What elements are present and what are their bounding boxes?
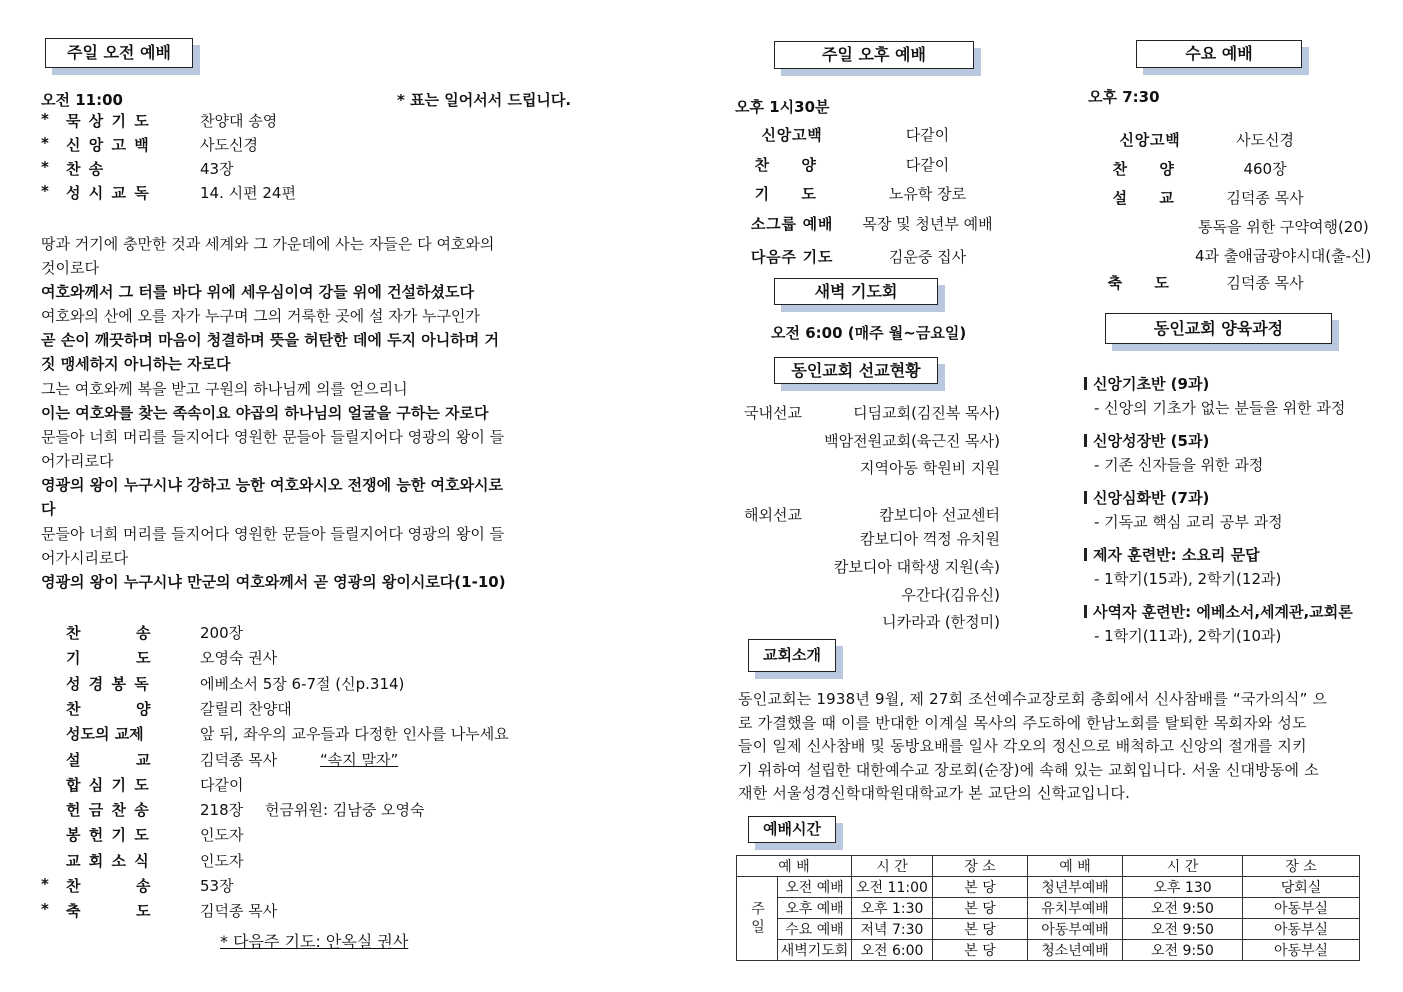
psalm-line: 것이로다 bbox=[41, 259, 99, 277]
psalm-line: 여호와의 산에 오를 자가 누구며 그의 거룩한 곳에 설 자가 누구인가 bbox=[41, 307, 480, 325]
schedule-cell: 오전 9:50 bbox=[1123, 940, 1243, 961]
schedule-table bbox=[736, 855, 1360, 961]
order-value: 갈릴리 찬양대 bbox=[200, 699, 292, 718]
schedule-cell: 저녁 7:30 bbox=[852, 919, 933, 940]
training-course-name: 제자 훈련반: 소요리 문답 bbox=[1093, 546, 1260, 564]
training-course bbox=[1084, 430, 1209, 451]
schedule-cell: 당회실 bbox=[1243, 877, 1360, 898]
order-label: 기도 bbox=[66, 649, 206, 668]
afternoon-value: 김운중 집사 bbox=[888, 248, 967, 266]
training-course-name: 신앙심화반 (7과) bbox=[1093, 489, 1210, 507]
order-value: 앞 뒤, 좌우의 교우들과 다정한 인사를 나누세요 bbox=[200, 725, 509, 744]
schedule-cell: 오후 예배 bbox=[778, 898, 852, 919]
order-value: 김덕종 목사 bbox=[200, 902, 278, 921]
schedule-header-cell: 장 소 bbox=[1243, 856, 1360, 877]
afternoon-value: 다같이 bbox=[905, 126, 950, 144]
training-course bbox=[1084, 601, 1353, 622]
afternoon-service-title: 주일 오후 예배 bbox=[774, 41, 974, 69]
schedule-row bbox=[737, 940, 1360, 961]
schedule-cell: 본 당 bbox=[933, 877, 1028, 898]
training-course bbox=[1084, 487, 1209, 508]
psalm-line: 여호와께서 그 터를 바다 위에 세우심이여 강들 위에 건설하셨도다 bbox=[41, 283, 475, 301]
sermon-line: 4과 출애굽광야시대(출-신) bbox=[1195, 247, 1372, 265]
church-intro-title: 교회소개 bbox=[748, 639, 836, 672]
next-week-prayer: * 다음주 기도: 안옥실 권사 bbox=[220, 932, 409, 951]
wednesday-value: 사도신경 bbox=[1236, 131, 1294, 149]
psalm-line: 짓 맹세하지 아니하는 자로다 bbox=[41, 355, 231, 373]
order-value: 200장 bbox=[200, 624, 244, 642]
overseas-mission-item: 우간다(김유신) bbox=[901, 586, 1000, 604]
schedule-header-row bbox=[737, 856, 1360, 877]
order-label: 합심기도 bbox=[66, 775, 157, 794]
schedule-cell: 본 당 bbox=[933, 940, 1028, 961]
benediction-label: 축 도 bbox=[1107, 274, 1183, 292]
wednesday-value: 김덕종 목사 bbox=[1226, 189, 1304, 207]
schedule-cell: 오전 9:50 bbox=[1123, 898, 1243, 919]
course-bullet bbox=[1084, 377, 1087, 390]
training-title: 동인교회 양육과정 bbox=[1105, 313, 1332, 344]
afternoon-label: 다음주 기도 bbox=[750, 248, 834, 266]
dawn-time: 오전 6:00 (매주 월~금요일) bbox=[771, 324, 967, 342]
domestic-mission-item: 백암전원교회(육근진 목사) bbox=[824, 432, 1000, 450]
schedule-cell: 청년부예배 bbox=[1028, 877, 1123, 898]
training-course bbox=[1084, 373, 1209, 394]
order-label: 성경봉독 bbox=[66, 674, 157, 693]
afternoon-label: 소그룹 예배 bbox=[750, 215, 834, 233]
order-label: 설교 bbox=[66, 750, 206, 769]
schedule-cell: 오후 130 bbox=[1123, 877, 1243, 898]
order-extra: “속지 말자” bbox=[320, 750, 399, 769]
mission-title: 동인교회 선교현황 bbox=[774, 357, 938, 384]
afternoon-label: 신앙고백 bbox=[761, 126, 823, 144]
afternoon-value: 목장 및 청년부 예배 bbox=[862, 215, 993, 233]
overseas-mission-item: 캄보디아 꺽정 유치원 bbox=[860, 530, 1000, 548]
order-mark: * bbox=[41, 134, 49, 152]
wednesday-label: 설 교 bbox=[1112, 189, 1188, 207]
morning-service-title: 주일 오전 예배 bbox=[45, 38, 193, 68]
schedule-cell: 본 당 bbox=[933, 919, 1028, 940]
order-label: 봉헌기도 bbox=[66, 826, 157, 845]
schedule-header-cell: 예 배 bbox=[1028, 856, 1123, 877]
training-course-desc: - 기존 신자들을 위한 과정 bbox=[1094, 456, 1264, 474]
psalm-line: 영광의 왕이 누구시냐 강하고 능한 여호와시오 전쟁에 능한 여호와시로 bbox=[41, 476, 503, 494]
schedule-row bbox=[737, 919, 1360, 940]
order-label: 신앙고백 bbox=[66, 136, 157, 154]
wednesday-label: 찬 양 bbox=[1112, 160, 1188, 178]
domestic-mission-label: 국내선교 bbox=[744, 404, 802, 422]
domestic-mission-item: 디딤교회(김진복 목사) bbox=[853, 404, 1000, 422]
training-course-name: 신앙기초반 (9과) bbox=[1093, 375, 1210, 393]
order-value: 오영숙 권사 bbox=[200, 649, 278, 668]
order-mark: * bbox=[41, 900, 49, 919]
schedule-cell: 오전 11:00 bbox=[852, 877, 933, 898]
order-label: 찬송 bbox=[66, 160, 112, 178]
overseas-mission-label: 해외선교 bbox=[744, 506, 802, 524]
schedule-header-cell: 예 배 bbox=[737, 856, 852, 877]
psalm-line: 어가시리로다 bbox=[41, 549, 128, 567]
training-course-desc: - 1학기(15과), 2학기(12과) bbox=[1094, 570, 1282, 588]
psalm-line: 이는 여호와를 찾는 족속이요 야곱의 하나님의 얼굴을 구하는 자로다 bbox=[41, 404, 489, 422]
order-value: 218장 bbox=[200, 801, 244, 820]
psalm-line: 다 bbox=[41, 500, 56, 518]
schedule-cell: 오전 9:50 bbox=[1123, 919, 1243, 940]
intro-line: 들이 일제 신사참배 및 동방요배를 일사 각오의 정신으로 배척하고 신앙의 절개를 지키 bbox=[738, 737, 1307, 755]
schedule-cell: 아동부예배 bbox=[1028, 919, 1123, 940]
standing-note: * 표는 일어서서 드립니다. bbox=[397, 91, 572, 109]
intro-line: 재한 서울성경신학대학원대학교가 본 교단의 신학교입니다. bbox=[738, 784, 1131, 802]
training-course bbox=[1084, 544, 1260, 565]
order-label: 헌금찬송 bbox=[66, 801, 157, 820]
schedule-header-cell: 시 간 bbox=[1123, 856, 1243, 877]
order-mark: * bbox=[41, 182, 49, 200]
schedule-header-cell: 장 소 bbox=[933, 856, 1028, 877]
order-value: 찬양대 송영 bbox=[200, 112, 278, 130]
order-label: 성도의 교제 bbox=[66, 725, 144, 744]
course-bullet bbox=[1084, 605, 1087, 618]
psalm-line: 영광의 왕이 누구시냐 만군의 여호와께서 곧 영광의 왕이시로다(1-10) bbox=[41, 573, 506, 591]
course-bullet bbox=[1084, 434, 1087, 447]
schedule-cell: 청소년예배 bbox=[1028, 940, 1123, 961]
wednesday-value: 460장 bbox=[1243, 160, 1287, 178]
psalm-line: 그는 여호와께 복을 받고 구원의 하나님께 의를 얻으리니 bbox=[41, 380, 408, 398]
wednesday-service-title: 수요 예배 bbox=[1136, 40, 1302, 68]
order-value: 인도자 bbox=[200, 826, 244, 845]
order-value: 53장 bbox=[200, 877, 234, 895]
benediction-value: 김덕종 목사 bbox=[1226, 274, 1304, 292]
order-label: 성시교독 bbox=[66, 184, 157, 202]
order-value: 인도자 bbox=[200, 851, 244, 870]
training-course-desc: - 기독교 핵심 교리 공부 과정 bbox=[1094, 513, 1283, 531]
order-mark: * bbox=[41, 158, 49, 176]
course-bullet bbox=[1084, 548, 1087, 561]
training-course-name: 사역자 훈련반: 에베소서,세계관,교회론 bbox=[1093, 603, 1353, 621]
order-label: 묵상기도 bbox=[66, 112, 157, 130]
schedule-side-label: 주일 bbox=[737, 877, 778, 961]
schedule-cell: 오후 1:30 bbox=[852, 898, 933, 919]
intro-line: 기 위하여 설립한 대한예수교 장로회(순장)에 속해 있는 교회입니다. 서울 신대방동에 소 bbox=[738, 760, 1319, 779]
schedule-cell: 아동부실 bbox=[1243, 898, 1360, 919]
order-value: 43장 bbox=[200, 160, 234, 178]
order-label: 찬송 bbox=[66, 877, 206, 895]
wednesday-label: 신앙고백 bbox=[1119, 131, 1181, 149]
schedule-cell: 본 당 bbox=[933, 898, 1028, 919]
order-value: 사도신경 bbox=[200, 136, 258, 154]
schedule-cell: 오전 6:00 bbox=[852, 940, 933, 961]
order-label: 교회소식 bbox=[66, 851, 157, 870]
psalm-line: 문들아 너희 머리를 들지어다 영원한 문들아 들릴지어다 영광의 왕이 들 bbox=[41, 428, 505, 446]
afternoon-label: 기 도 bbox=[754, 185, 830, 203]
schedule-row bbox=[737, 898, 1360, 919]
order-label: 찬양 bbox=[66, 699, 206, 718]
training-course-desc: - 신앙의 기초가 없는 분들을 위한 과정 bbox=[1094, 399, 1346, 417]
domestic-mission-item: 지역아동 학원비 지원 bbox=[860, 459, 1000, 477]
order-value: 다같이 bbox=[200, 775, 244, 794]
order-mark: * bbox=[41, 110, 49, 128]
psalm-line: 땅과 거기에 충만한 것과 세계와 그 가운데에 사는 자들은 다 여호와의 bbox=[41, 235, 495, 253]
schedule-header-cell: 시 간 bbox=[852, 856, 933, 877]
psalm-line: 곧 손이 깨끗하며 마음이 청결하며 뜻을 허탄한 데에 두지 아니하며 거 bbox=[41, 331, 499, 349]
training-course-name: 신앙성장반 (5과) bbox=[1093, 432, 1210, 450]
schedule-cell: 유치부예배 bbox=[1028, 898, 1123, 919]
training-course-desc: - 1학기(11과), 2학기(10과) bbox=[1094, 627, 1282, 645]
schedule-cell: 오전 예배 bbox=[778, 877, 852, 898]
order-extra: 헌금위원: 김남중 오영숙 bbox=[265, 801, 425, 820]
course-bullet bbox=[1084, 491, 1087, 504]
order-label: 찬송 bbox=[66, 624, 206, 642]
overseas-mission-item: 캄보디아 대학생 지원(속) bbox=[833, 558, 1000, 576]
dawn-prayer-title: 새벽 기도회 bbox=[774, 278, 938, 305]
afternoon-time: 오후 1시30분 bbox=[735, 98, 830, 116]
psalm-line: 어가리로다 bbox=[41, 452, 114, 470]
psalm-line: 문들아 너희 머리를 들지어다 영원한 문들아 들릴지어다 영광의 왕이 들 bbox=[41, 525, 505, 543]
afternoon-value: 노유학 장로 bbox=[888, 185, 967, 203]
order-value: 김덕종 목사 bbox=[200, 750, 278, 769]
schedule-cell: 아동부실 bbox=[1243, 940, 1360, 961]
afternoon-value: 다같이 bbox=[905, 156, 950, 174]
wednesday-time: 오후 7:30 bbox=[1088, 88, 1160, 106]
schedule-cell: 수요 예배 bbox=[778, 919, 852, 940]
schedule-cell: 새벽기도회 bbox=[778, 940, 852, 961]
morning-time: 오전 11:00 bbox=[41, 91, 123, 109]
order-value: 14. 시편 24편 bbox=[200, 184, 296, 202]
intro-line: 동인교회는 1938년 9월, 제 27회 조선예수교장로회 총회에서 신사참배를 “국가의식” 으 bbox=[738, 690, 1328, 708]
afternoon-label: 찬 양 bbox=[754, 156, 830, 174]
schedule-cell: 아동부실 bbox=[1243, 919, 1360, 940]
order-mark: * bbox=[41, 875, 49, 893]
order-value: 에베소서 5장 6-7절 (신p.314) bbox=[200, 674, 405, 693]
overseas-mission-item: 니카라과 (한정미) bbox=[882, 613, 1000, 631]
sermon-line: 통독을 위한 구약여행(20) bbox=[1198, 218, 1369, 236]
order-label: 축도 bbox=[66, 902, 206, 921]
schedule-row bbox=[737, 877, 1360, 898]
schedule-title: 예배시간 bbox=[748, 816, 836, 843]
intro-line: 로 가결했을 때 이를 반대한 이계실 목사의 주도하에 한남노회를 탈퇴한 목회자와 성도 bbox=[738, 713, 1307, 732]
overseas-mission-item: 캄보디아 선교센터 bbox=[879, 506, 1000, 524]
